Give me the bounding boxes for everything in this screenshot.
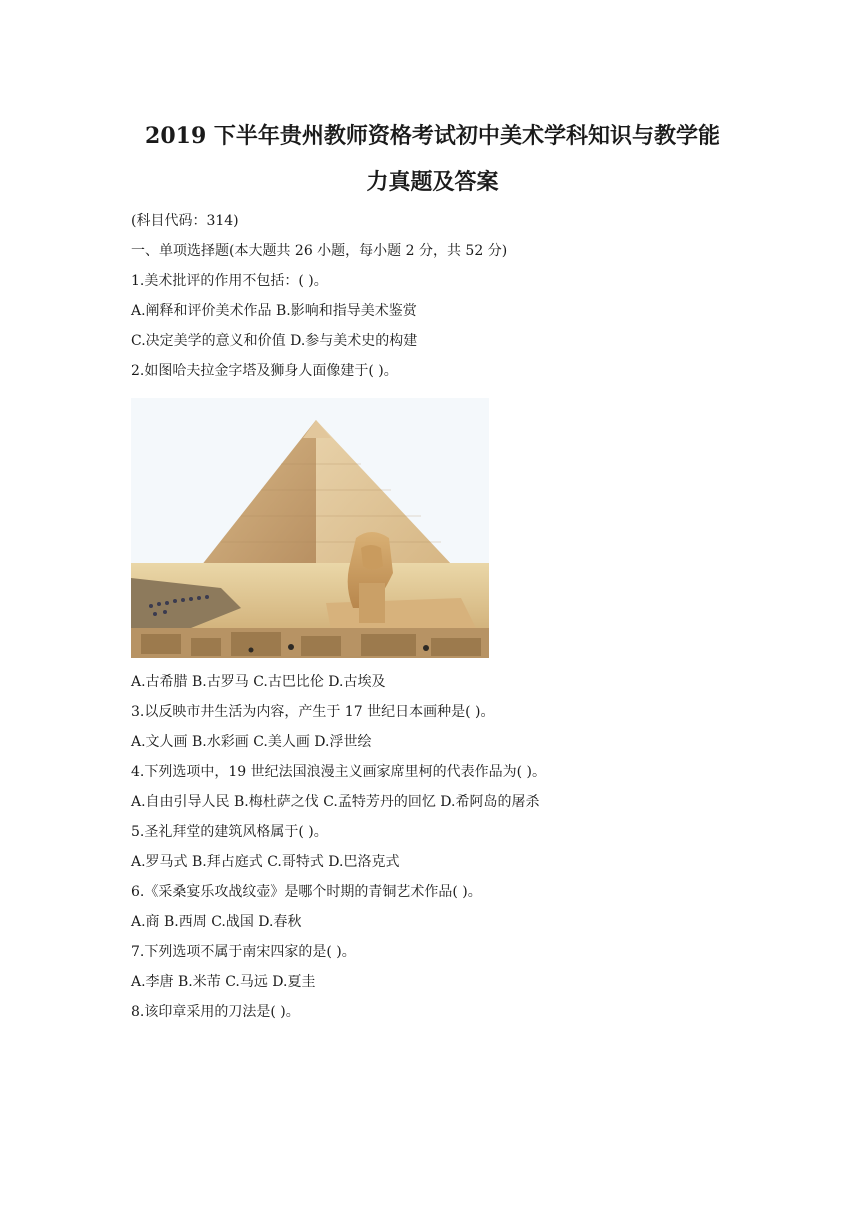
question-4: 4.下列选项中，19 世纪法国浪漫主义画家席里柯的代表作品为( )。 [131,764,546,780]
question-6: 6.《采桑宴乐攻战纹壶》是哪个时期的青铜艺术作品( )。 [131,884,482,900]
question-1-options-a-b: A.阐释和评价美术作品 B.影响和指导美术鉴赏 [131,303,417,319]
question-6-options: A.商 B.西周 C.战国 D.春秋 [131,914,302,930]
question-5: 5.圣礼拜堂的建筑风格属于( )。 [131,824,328,840]
question-3: 3.以反映市井生活为内容，产生于 17 世纪日本画种是( )。 [131,704,495,720]
question-2-options: A.古希腊 B.古罗马 C.古巴比伦 D.古埃及 [131,674,386,690]
question-1-options-c-d: C.决定美学的意义和价值 D.参与美术史的构建 [131,333,418,349]
subject-code: (科目代码：314) [131,213,239,229]
question-7-options: A.李唐 B.米芾 C.马远 D.夏圭 [131,974,316,990]
question-8: 8.该印章采用的刀法是( )。 [131,1004,300,1020]
question-4-options: A.自由引导人民 B.梅杜萨之伐 C.孟特芳丹的回忆 D.希阿岛的屠杀 [131,794,540,810]
question-1: 1.美术批评的作用不包括：( )。 [131,273,328,289]
page-title-line-2: 力真题及答案 [366,169,499,195]
page-title-line-1: 2019 下半年贵州教师资格考试初中美术学科知识与教学能 [145,123,720,149]
pyramid-sphinx-photo [131,398,489,658]
question-5-options: A.罗马式 B.拜占庭式 C.哥特式 D.巴洛克式 [131,854,400,870]
question-7: 7.下列选项不属于南宋四家的是( )。 [131,944,356,960]
question-3-options: A.文人画 B.水彩画 C.美人画 D.浮世绘 [131,734,372,750]
question-2: 2.如图哈夫拉金字塔及狮身人面像建于( )。 [131,363,398,379]
section-heading: 一、单项选择题(本大题共 26 小题，每小题 2 分，共 52 分) [131,243,508,259]
